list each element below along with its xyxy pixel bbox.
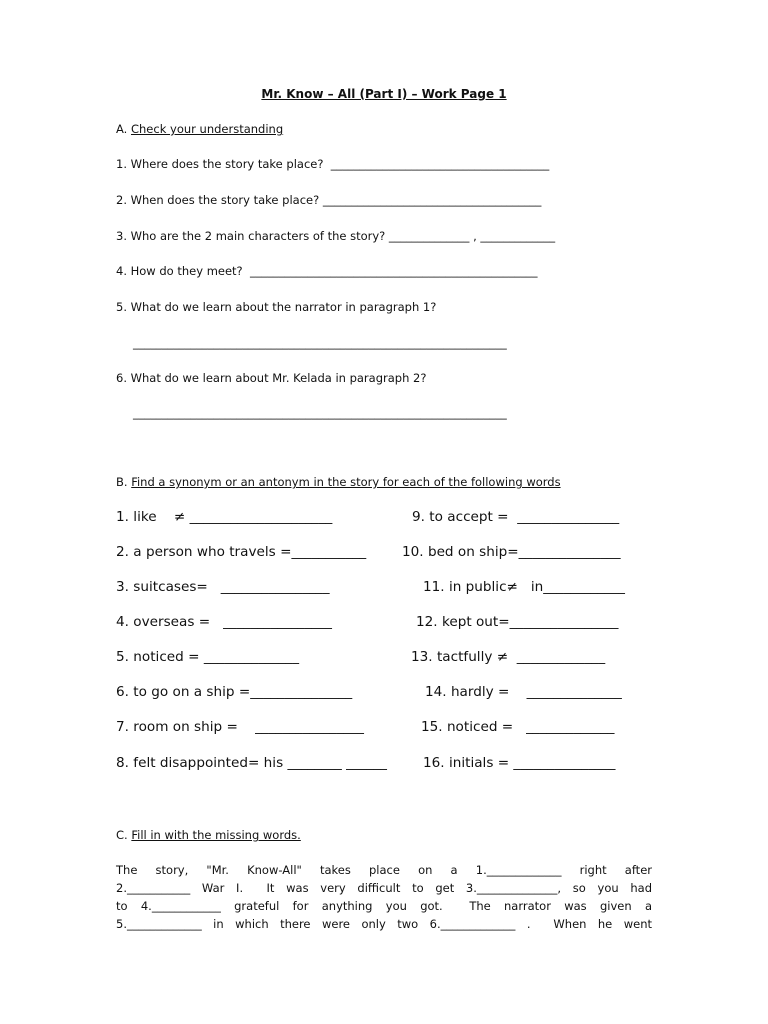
vocab-item-8: 8. felt disappointed= his ________ ______ (116, 755, 387, 771)
question-6: 6. What do we learn about Mr. Kelada in paragraph 2? (116, 371, 427, 385)
answer-line-6: _________________________________________________________________ (133, 406, 507, 420)
cloze-line-4: 5._____________ in which there were only two 6._____________ . When he went (116, 917, 652, 931)
vocab-item-9: 9. to accept = _______________ (412, 509, 620, 525)
vocab-item-14: 14. hardly = ______________ (425, 684, 622, 700)
section-a-letter: A. (116, 122, 131, 136)
vocab-item-3: 3. suitcases= ________________ (116, 579, 330, 595)
vocab-item-1: 1. like ≠ _____________________ (116, 509, 333, 525)
answer-line-5: _________________________________________________________________ (133, 336, 507, 350)
vocab-item-4: 4. overseas = ________________ (116, 614, 332, 630)
vocab-item-13: 13. tactfully ≠ _____________ (411, 649, 606, 665)
vocab-item-15: 15. noticed = _____________ (421, 719, 615, 735)
vocab-item-10: 10. bed on ship=_______________ (402, 544, 621, 560)
section-a-heading (116, 122, 283, 136)
vocab-item-5: 5. noticed = ______________ (116, 649, 299, 665)
vocab-item-11: 11. in public≠ in____________ (423, 579, 625, 595)
question-4: 4. How do they meet? __________________________________________________ (116, 264, 538, 278)
section-c-heading (116, 828, 301, 842)
vocab-item-16: 16. initials = _______________ (423, 755, 616, 771)
question-2: 2. When does the story take place? ______________________________________ (116, 193, 542, 207)
question-3: 3. Who are the 2 main characters of the story? ______________ , _____________ (116, 229, 556, 243)
page-title: Mr. Know – All (Part I) – Work Page 1 (261, 87, 507, 101)
section-b-title: Find a synonym or an antonym in the story for each of the following words (131, 475, 561, 489)
section-c-title: Fill in with the missing words. (131, 828, 301, 842)
vocab-item-2: 2. a person who travels =___________ (116, 544, 367, 560)
section-c-letter: C. (116, 828, 132, 842)
vocab-item-6: 6. to go on a ship =_______________ (116, 684, 353, 700)
section-a-title: Check your understanding (130, 122, 284, 136)
section-b-heading (116, 475, 561, 489)
question-5: 5. What do we learn about the narrator in paragraph 1? (116, 300, 437, 314)
cloze-line-1: The story, "Mr. Know-All" takes place on a 1._____________ right after (116, 863, 652, 877)
cloze-line-3: to 4.____________ grateful for anything you got. The narrator was given a (116, 899, 652, 913)
section-b-letter: B. (116, 475, 132, 489)
cloze-line-2: 2.___________ War I. It was very difficult to get 3.______________, so you had (116, 881, 652, 895)
question-1: 1. Where does the story take place? ______________________________________ (116, 157, 550, 171)
vocab-item-12: 12. kept out=________________ (416, 614, 619, 630)
vocab-item-7: 7. room on ship = ________________ (116, 719, 364, 735)
